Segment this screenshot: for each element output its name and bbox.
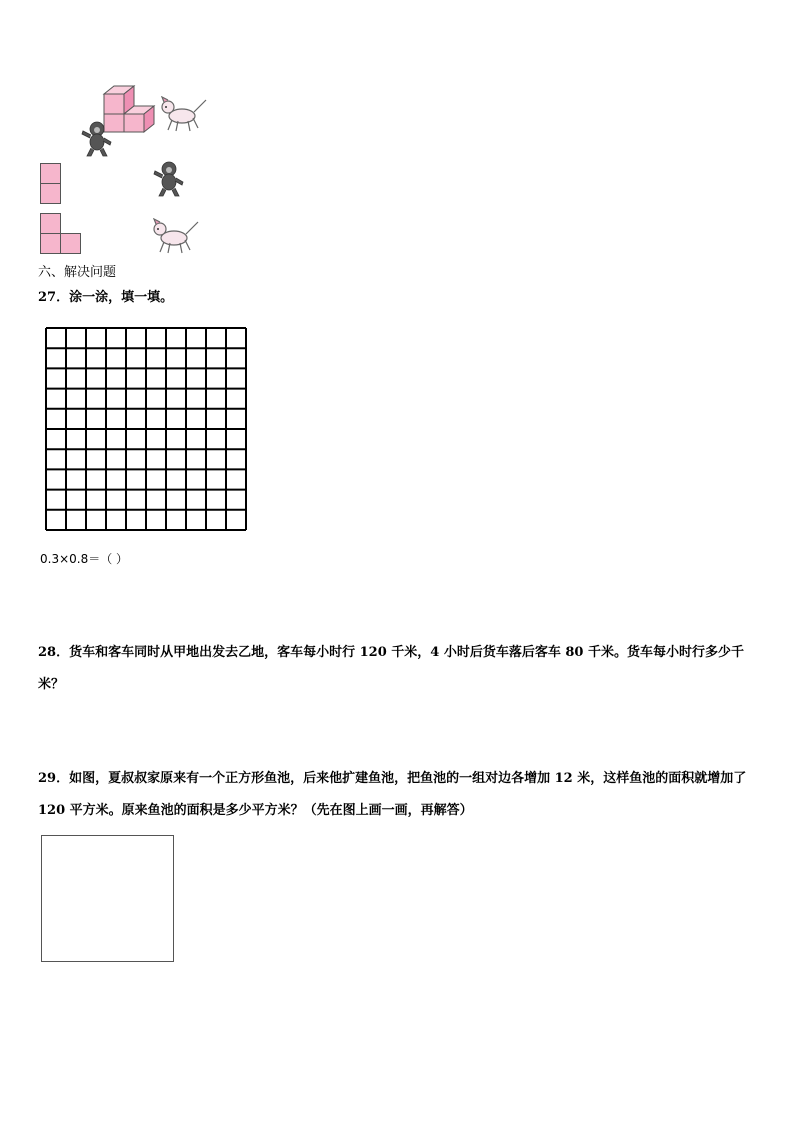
q27-prompt: 27．涂一涂，填一填。 [38, 290, 174, 305]
two-square-column-figure [40, 163, 62, 205]
monkey-icon [152, 160, 186, 198]
monkey-icon [80, 120, 114, 158]
section-title: 六、解决问题 [38, 265, 117, 280]
q29-square-figure[interactable] [41, 835, 174, 962]
q27-equation: 0.3×0.8＝（ ） [40, 552, 129, 566]
q28-text: 28．货车和客车同时从甲地出发去乙地，客车每小时行 120 千米，4 小时后货车落后客车 80 千米。货车每小时行多少千米？ [38, 645, 744, 692]
q27-grid[interactable] [44, 326, 248, 532]
l-shape-squares-figure [40, 213, 84, 255]
q29-text: 29．如图，夏叔叔家原来有一个正方形鱼池，后来他扩建鱼池，把鱼池的一组对边各增加 12 米，这样鱼池的面积就增加了 120 平方米。原来鱼池的面积是多少平方米？（先在图上画一画，再解答） [38, 771, 747, 818]
dog-icon [158, 96, 208, 134]
dog-icon [150, 218, 200, 256]
